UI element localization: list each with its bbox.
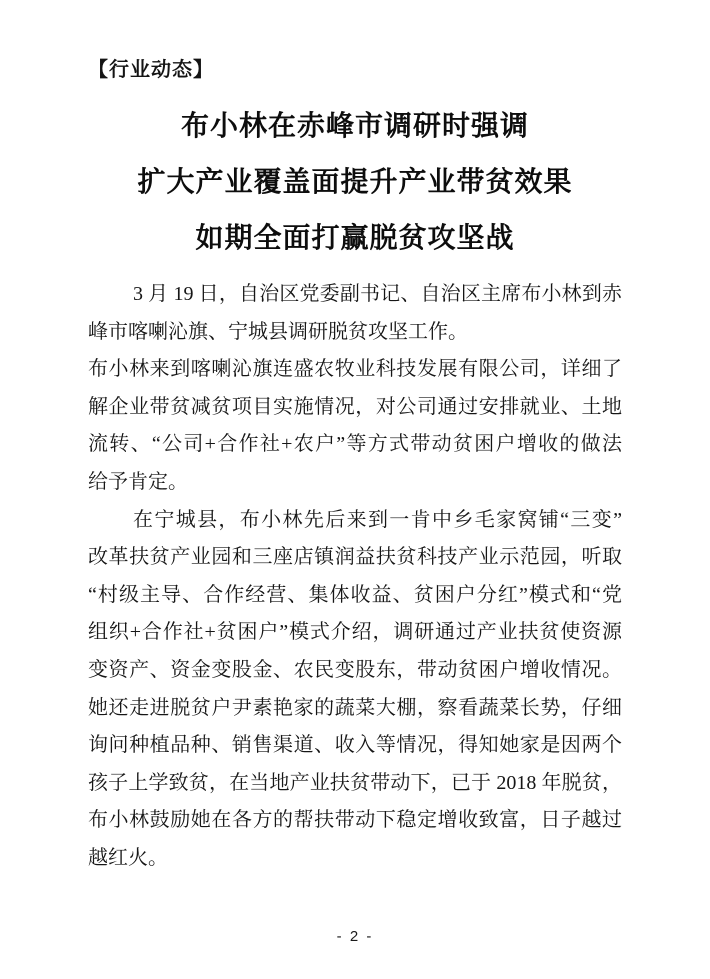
body-line: 孩子上学致贫，在当地产业扶贫带动下，已于 2018 年脱贫，	[88, 771, 622, 794]
body-line: 变资产、资金变股金、农民变股东，带动贫困户增收情况。	[88, 658, 622, 681]
document-title-line-3: 如期全面打赢脱贫攻坚战	[195, 223, 515, 254]
body-line: 流转、“公司+合作社+农户”等方式带动贫困户增收的做法	[88, 433, 622, 456]
body-line: “村级主导、合作经营、集体收益、贫困户分红”模式和“党	[88, 583, 622, 606]
body-line: 组织+合作社+贫困户”模式介绍，调研通过产业扶贫使资源	[88, 621, 622, 644]
body-line: 她还走进脱贫户尹素艳家的蔬菜大棚，察看蔬菜长势，仔细	[88, 696, 622, 719]
body-line: 峰市喀喇沁旗、宁城县调研脱贫攻坚工作。	[88, 320, 468, 343]
body-line: 给予肯定。	[88, 470, 188, 493]
document-title-line-1: 布小林在赤峰市调研时强调	[180, 111, 529, 142]
body-line: 在宁城县，布小林先后来到一肯中乡毛家窝铺“三变”	[133, 508, 622, 531]
body-line: 越红火。	[88, 846, 168, 869]
body-line: 布小林来到喀喇沁旗连盛农牧业科技发展有限公司，详细了	[88, 358, 622, 381]
section-tag: 【行业动态】	[88, 59, 214, 81]
body-line: 改革扶贫产业园和三座店镇润益扶贫科技产业示范园，听取	[88, 546, 622, 569]
document-body	[88, 276, 622, 878]
body-line: 布小林鼓励她在各方的帮扶带动下稳定增收致富，日子越过	[88, 809, 622, 832]
body-line: 解企业带贫减贫项目实施情况，对公司通过安排就业、土地	[88, 395, 622, 418]
document-title-line-2: 扩大产业覆盖面提升产业带贫效果	[137, 167, 573, 198]
body-line: 3 月 19 日，自治区党委副书记、自治区主席布小林到赤	[133, 283, 622, 305]
page-number: - 2 -	[336, 928, 374, 945]
body-line: 询问种植品种、销售渠道、收入等情况，得知她家是因两个	[88, 734, 622, 757]
